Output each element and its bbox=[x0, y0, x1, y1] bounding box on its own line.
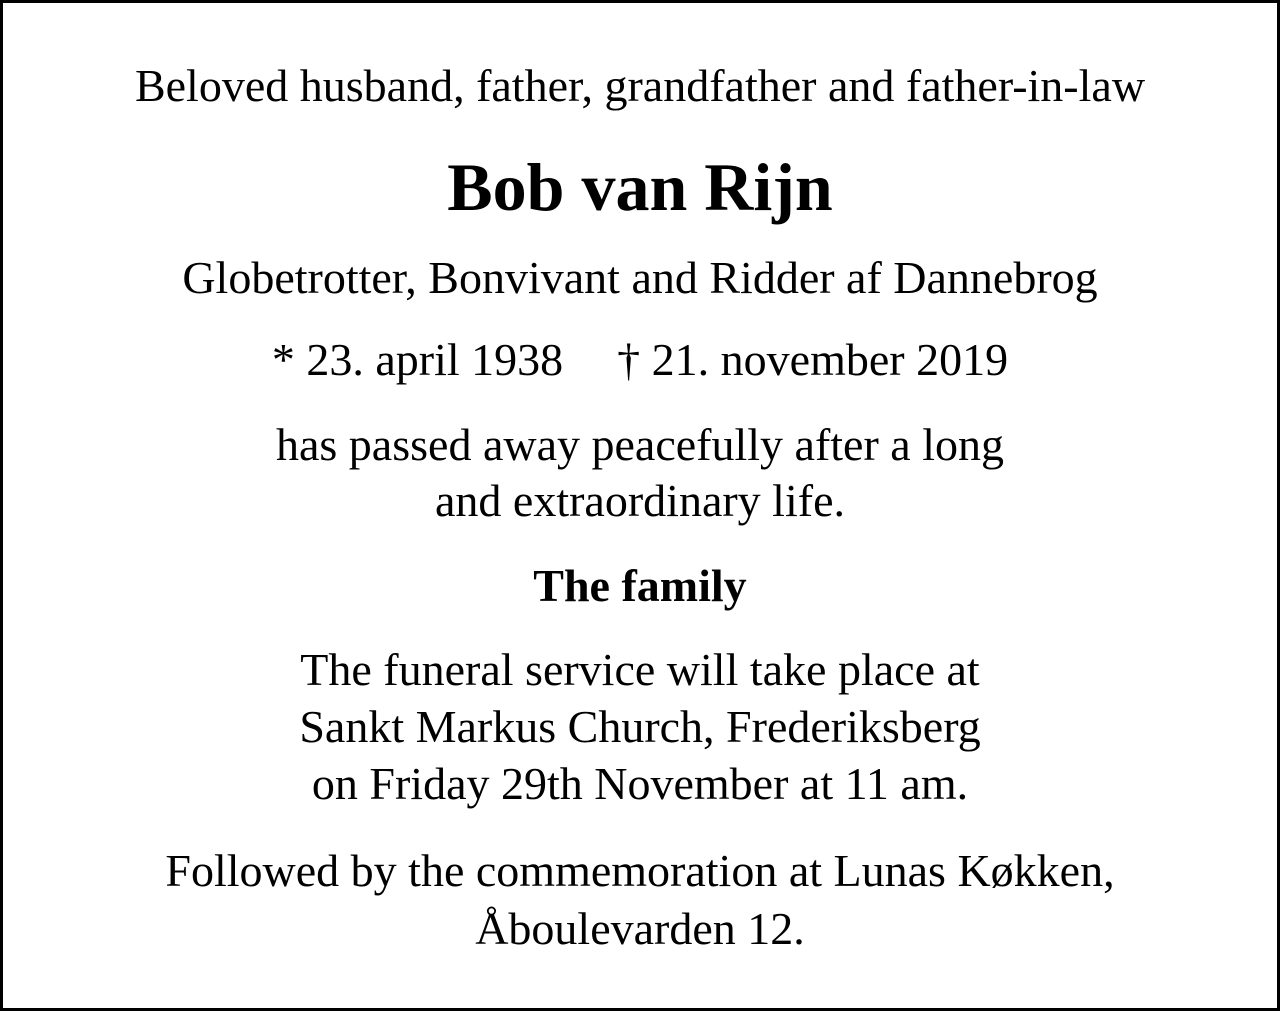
funeral-line-3: on Friday 29th November at 11 am. bbox=[311, 758, 969, 809]
family-signature: The family bbox=[533, 560, 747, 611]
intro-text: Beloved husband, father, grandfather and father-in-law bbox=[134, 60, 1146, 111]
birth-date: * 23. april 1938 bbox=[271, 334, 564, 385]
death-date: † 21. november 2019 bbox=[617, 334, 1009, 385]
life-dates bbox=[3, 333, 1277, 387]
commemoration-details bbox=[3, 842, 1277, 958]
passed-line-2: and extraordinary life. bbox=[435, 475, 845, 526]
funeral-line-2: Sankt Markus Church, Frederiksberg bbox=[299, 701, 981, 752]
commemoration-line-1: Followed by the commemoration at Lunas Køkken, bbox=[165, 845, 1115, 896]
passed-line-1: has passed away peacefully after a long bbox=[275, 419, 1004, 470]
funeral-line-1: The funeral service will take place at bbox=[300, 644, 980, 695]
deceased-name: Bob van Rijn bbox=[447, 149, 833, 225]
honors-text: Globetrotter, Bonvivant and Ridder af Dannebrog bbox=[182, 252, 1098, 303]
funeral-details bbox=[3, 641, 1277, 812]
passed-away-text bbox=[3, 417, 1277, 529]
commemoration-line-2: Åboulevarden 12. bbox=[475, 903, 805, 954]
